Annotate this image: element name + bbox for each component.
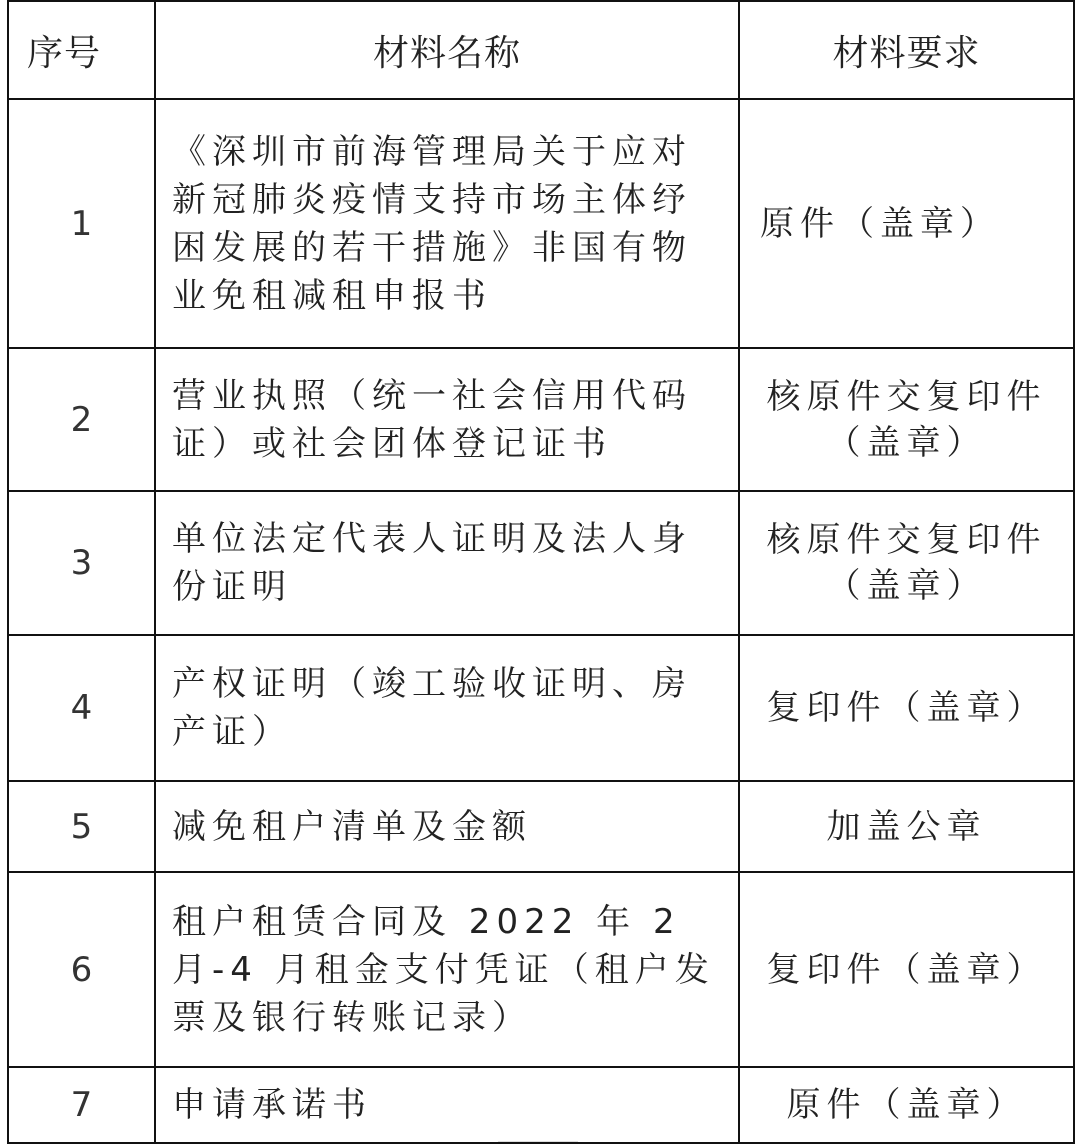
row-number: 1 — [8, 99, 155, 348]
material-requirement: 核原件交复印件（盖章） — [739, 348, 1074, 491]
material-requirement: 原件（盖章） — [739, 99, 1074, 348]
material-name: 单位法定代表人证明及法人身份证明 — [155, 491, 739, 635]
row-number: 7 — [8, 1067, 155, 1143]
table-row — [8, 99, 1074, 348]
materials-table-container — [7, 0, 1073, 1141]
table-row — [8, 1067, 1074, 1143]
table-row — [8, 348, 1074, 491]
table-row — [8, 872, 1074, 1067]
header-material-name: 材料名称 — [155, 1, 739, 99]
row-number: 4 — [8, 635, 155, 781]
material-name: 申请承诺书 — [155, 1067, 739, 1143]
row-number: 6 — [8, 872, 155, 1067]
table-row — [8, 781, 1074, 872]
material-requirement: 复印件（盖章） — [739, 635, 1074, 781]
materials-table — [7, 0, 1075, 1144]
material-name: 《深圳市前海管理局关于应对新冠肺炎疫情支持市场主体纾困发展的若干措施》非国有物业免租减租申报书 — [155, 99, 739, 348]
row-number: 3 — [8, 491, 155, 635]
row-number: 5 — [8, 781, 155, 872]
material-name: 减免租户清单及金额 — [155, 781, 739, 872]
material-requirement: 加盖公章 — [739, 781, 1074, 872]
material-name: 营业执照（统一社会信用代码证）或社会团体登记证书 — [155, 348, 739, 491]
header-material-requirement: 材料要求 — [739, 1, 1074, 99]
table-row — [8, 491, 1074, 635]
scan-artifact — [498, 1141, 578, 1146]
table-header-row — [8, 1, 1074, 99]
material-requirement: 复印件（盖章） — [739, 872, 1074, 1067]
material-requirement: 原件（盖章） — [739, 1067, 1074, 1143]
material-name: 租户租赁合同及 2022 年 2 月-4 月租金支付凭证（租户发票及银行转账记录） — [155, 872, 739, 1067]
header-number: 序号 — [8, 1, 155, 99]
row-number: 2 — [8, 348, 155, 491]
table-row — [8, 635, 1074, 781]
material-requirement: 核原件交复印件（盖章） — [739, 491, 1074, 635]
material-name: 产权证明（竣工验收证明、房产证） — [155, 635, 739, 781]
